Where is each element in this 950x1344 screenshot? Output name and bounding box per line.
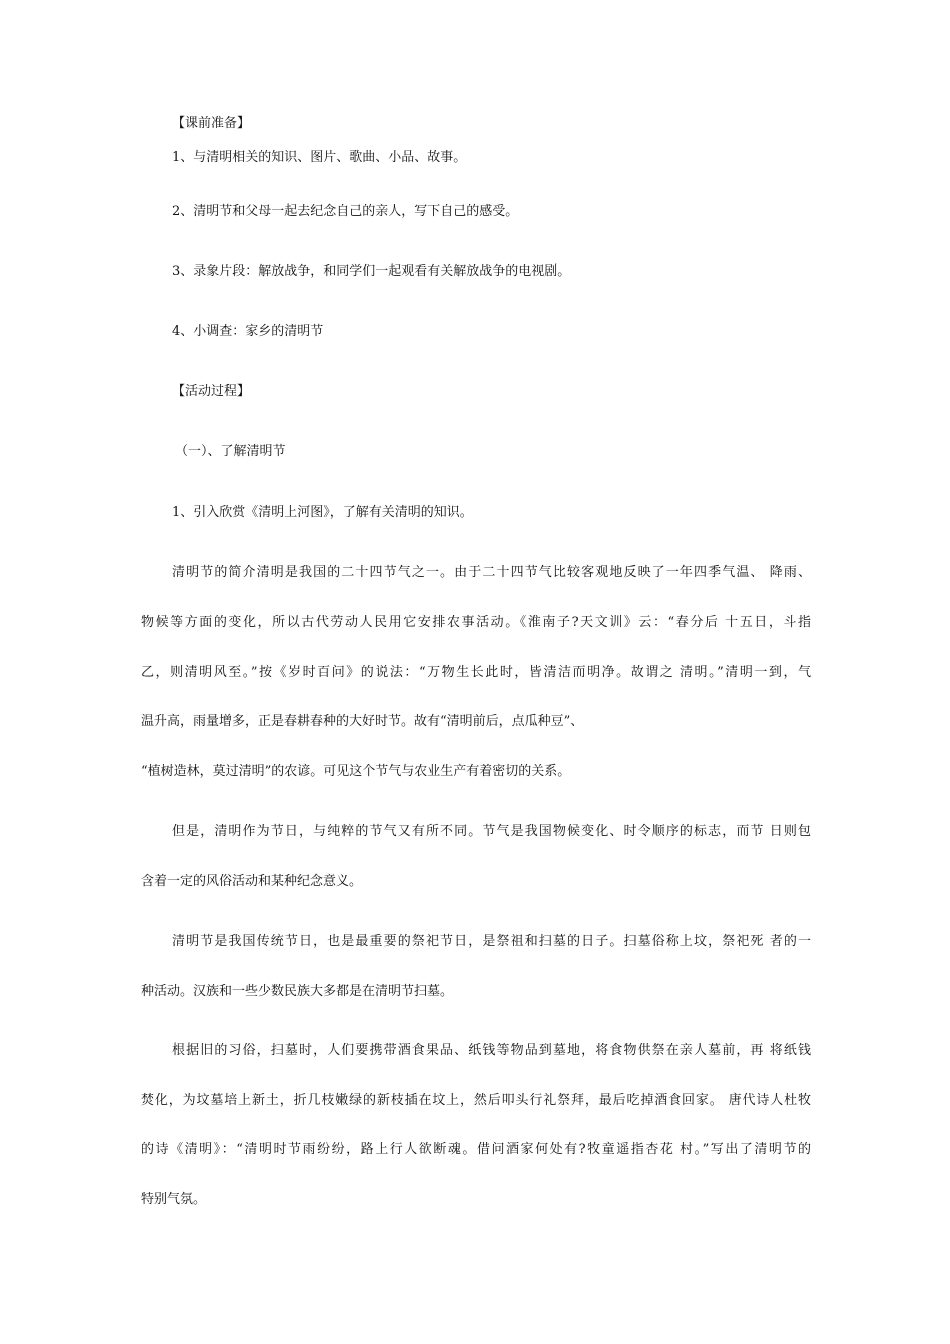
paragraph-1-line-3: 乙，则清明风至。”按《岁时百问》的说法：“万物生长此时，皆清洁而明净。故谓之 清明。”清明一到，气 [141,665,811,680]
prep-heading: 【课前准备】 [172,116,251,131]
intro-line: 1、引入欣赏《清明上河图》，了解有关清明的知识。 [172,505,473,520]
paragraph-3-line-1: 清明节是我国传统节日，也是最重要的祭祀节日，是祭祖和扫墓的日子。扫墓俗称上坟，祭祀死 者的一 [172,934,811,949]
prep-item-2: 2、清明节和父母一起去纪念自己的亲人，写下自己的感受。 [172,204,519,219]
paragraph-4-line-1: 根据旧的习俗，扫墓时，人们要携带酒食果品、纸钱等物品到墓地，将食物供祭在亲人墓前，再 将纸钱 [172,1043,811,1058]
paragraph-4-line-3: 的诗《清明》：“清明时节雨纷纷，路上行人欲断魂。借问酒家何处有?牧童遥指杏花 村。”写出了清明节的 [141,1142,811,1157]
paragraph-3-line-2: 种活动。汉族和一些少数民族大多都是在清明节扫墓。 [141,984,454,999]
section-title: （一）、了解清明节 [175,444,286,459]
paragraph-2-line-1: 但是，清明作为节日，与纯粹的节气又有所不同。节气是我国物候变化、时令顺序的标志，而节 日则包 [172,824,811,839]
paragraph-2-line-2: 含着一定的风俗活动和某种纪念意义。 [141,874,363,889]
prep-item-1: 1、与清明相关的知识、图片、歌曲、小品、故事。 [172,150,467,165]
paragraph-1-line-5: “植树造林，莫过清明”的农谚。可见这个节气与农业生产有着密切的关系。 [141,764,571,779]
paragraph-4-line-2: 焚化，为坟墓培上新土，折几枝嫩绿的新枝插在坟上，然后叩头行礼祭拜，最后吃掉酒食回家。 唐代诗人杜牧 [141,1093,811,1108]
prep-item-4: 4、小调查：家乡的清明节 [172,324,324,339]
paragraph-4-line-4: 特别气氛。 [141,1192,207,1207]
paragraph-1-line-4: 温升高，雨量增多，正是春耕春种的大好时节。故有“清明前后，点瓜种豆”、 [141,714,584,729]
paragraph-1-line-1: 清明节的简介清明是我国的二十四节气之一。由于二十四节气比较客观地反映了一年四季气温、 降雨、 [172,565,811,580]
process-heading: 【活动过程】 [172,384,251,399]
prep-item-3: 3、录象片段：解放战争，和同学们一起观看有关解放战争的电视剧。 [172,264,571,279]
paragraph-1-line-2: 物候等方面的变化，所以古代劳动人民用它安排农事活动。《淮南子?天文训》云：“春分后 十五日，斗指 [141,615,811,630]
